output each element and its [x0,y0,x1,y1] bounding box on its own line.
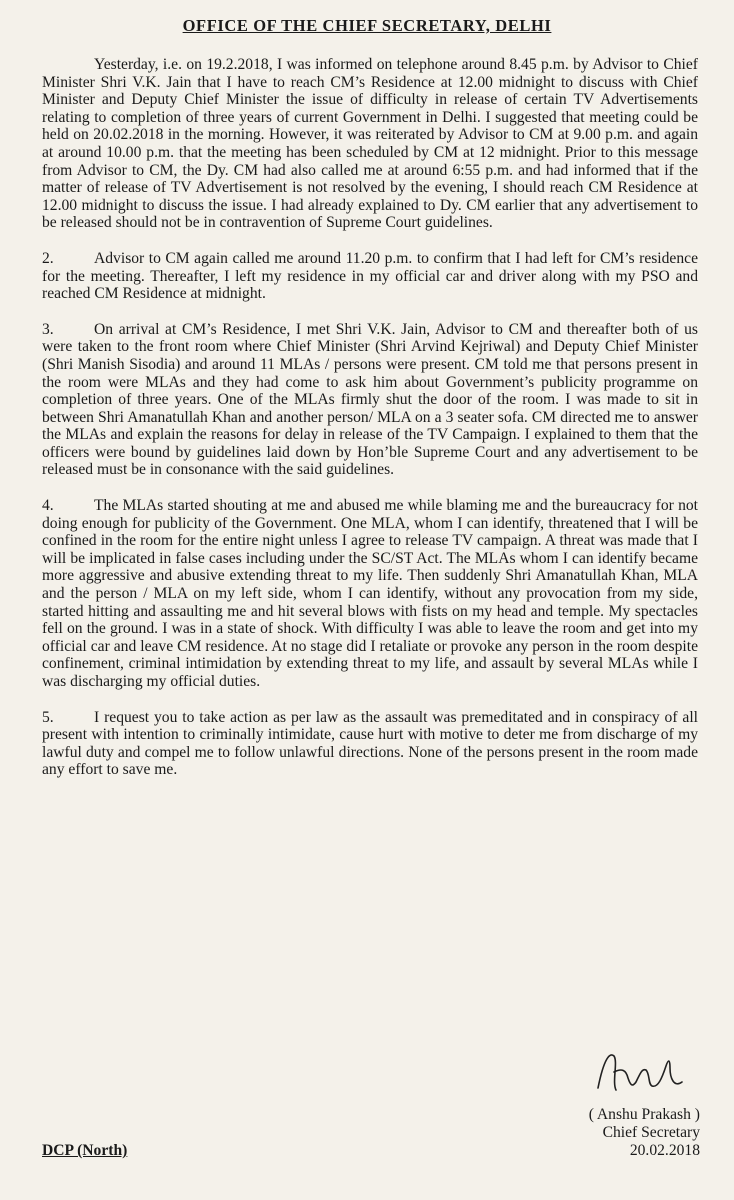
signatory-designation: Chief Secretary [602,1124,700,1141]
paragraph-number: 2. [42,249,54,267]
paragraph-text: On arrival at CM’s Residence, I met Shri V.K. Jain, Advisor to CM and thereafter both of us were taken to the front room where Chief Minister (Shri Arvind Kejriwal) and Deputy Chief Minister (Shri Manish Sisodia) and around 11 MLAs / persons were present. CM told me that persons present in the room were MLAs and they had come to ask him about Government’s publicity programme on completion of three years. One of the MLAs firmly shut the door of the room. I was made to sit in between Shri Amanatullah Khan and another person/ MLA on a 3 seater sofa. CM directed me to answer the MLAs and explain the reasons for delay in release of the TV Campaign. I explained to them that the officers were bound by guidelines laid down by Hon’ble Supreme Court and any advertisement to be released must be in consonance with the said guidelines. [42,320,698,479]
paragraph-5 [42,709,698,779]
paragraph-1 [42,56,698,232]
paragraph-number: 4. [42,497,54,515]
signature-scribble [592,1048,688,1098]
letter-body [42,56,698,797]
paragraph-text: The MLAs started shouting at me and abused me while blaming me and the bureaucracy for not doing enough for publicity of the Government. One MLA, whom I can identify, threatened that I will be confined in the room for the entire night unless I agree to release TV campaign. A threat was made that I will be implicated in false cases including under the SC/ST Act. The MLAs whom I can identify became more aggressive and abusive extending threat to my life. Then suddenly Shri Amanatullah Khan, MLA and the person / MLA on my left side, whom I can identify, without any provocation from my side, started hitting and assaulting me and hit several blows with fists on my head and temple. My spectacles fell on the ground. I was in a state of shock. With difficulty I was able to leave the room and get into my official car and leave CM residence. At no stage did I retaliate or provoke any person in the room despite confinement, criminal intimidation by extending threat to my life, and assault by several MLAs while I was discharging my official duties. [42,497,698,690]
signature-block [520,1106,700,1160]
signatory-name: ( Anshu Prakash ) [588,1106,700,1123]
paragraph-4 [42,497,698,691]
paragraph-2 [42,250,698,303]
addressee-label: DCP (North) [42,1142,128,1159]
paragraph-number: 3. [42,320,54,338]
signature-date: 20.02.2018 [629,1142,700,1159]
paragraph-text: Advisor to CM again called me around 11.20 p.m. to confirm that I had left for CM’s residence for the meeting. Thereafter, I left my residence in my official car and driver along with my PSO and reached CM Residence at midnight. [42,249,698,303]
paragraph-text: I request you to take action as per law as the assault was premeditated and in conspiracy of all present with intention to criminally intimidate, cause hurt with motive to deter me from discharge of my lawful duty and compel me to follow unlawful directions. None of the persons present in the room made any effort to save me. [42,708,698,779]
paragraph-3 [42,321,698,479]
paragraph-number: 5. [42,708,54,726]
paragraph-text: Yesterday, i.e. on 19.2.2018, I was informed on telephone around 8.45 p.m. by Advisor to Chief Minister Shri V.K. Jain that I have to reach CM’s Residence at 12.00 midnight to discuss with Chief Minister and Deputy Chief Minister the issue of difficulty in release of certain TV Advertisements relating to completion of three years of current Government in Delhi. I suggested that meeting could be held on 20.02.2018 in the morning. However, it was reiterated by Advisor to CM at 9.00 p.m. and again at around 10.00 p.m. that the meeting has been scheduled by CM at 12 midnight. Prior to this message from Advisor to CM, the Dy. CM had also called me at around 6:55 p.m. and had informed that if the matter of release of TV Advertisement is not resolved by the evening, I should reach CM Residence at 12.00 midnight to discuss the issue. I had already explained to Dy. CM earlier that any advertisement to be released should not be in contravention of Supreme Court guidelines. [42,56,698,232]
page-title: OFFICE OF THE CHIEF SECRETARY, DELHI [182,16,552,35]
